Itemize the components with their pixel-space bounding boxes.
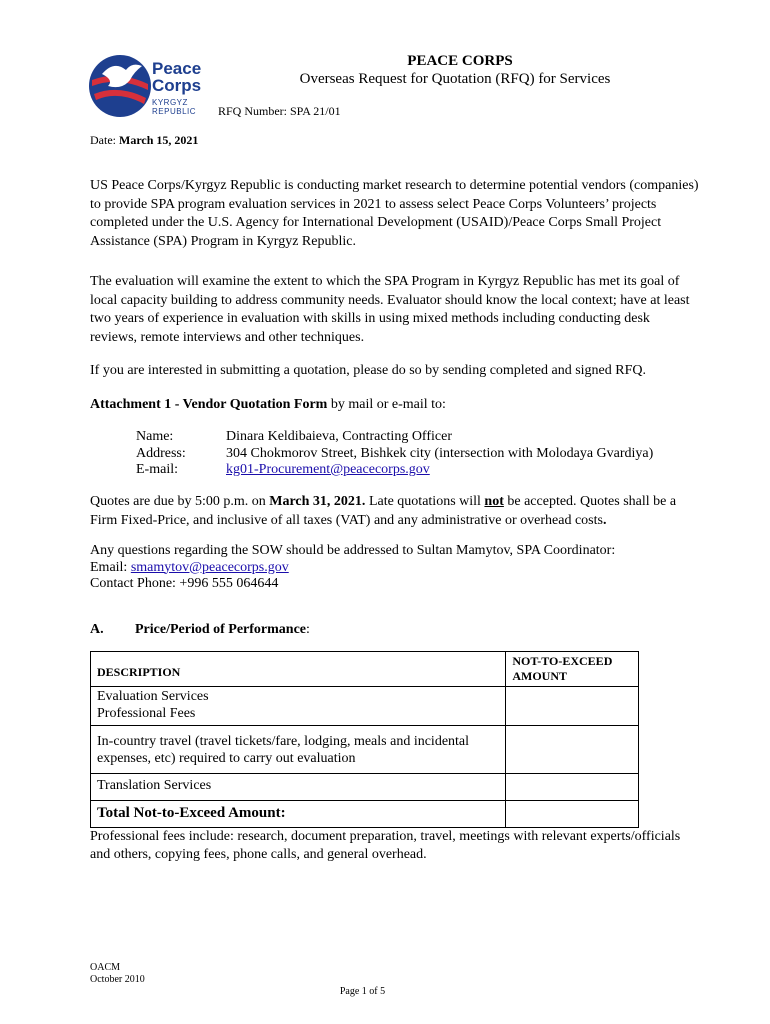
page-number: Page 1 of 5 — [339, 986, 386, 997]
price-table — [90, 651, 639, 828]
dove-flag-icon — [88, 50, 152, 122]
address-value: 304 Chokmorov Street, Bishkek city (intersection with Molodaya Gvardiya) — [226, 445, 654, 461]
intro-paragraph: US Peace Corps/Kyrgyz Republic is conducting market research to determine potential vendors (companies) to provide SPA program evaluation services in 2021 to assess select Peace Corps Volunteers’ projects completed under the U.S. Agency for International Development (USAID)/Peace Corps Small Project Assistance (SPA) Program in Kyrgyz Republic. — [90, 178, 699, 249]
total-row: Total Not-to-Exceed Amount: — [91, 801, 639, 828]
quotes-paragraph: Quotes are due by 5:00 p.m. on March 31, 2021. Late quotations will not be accepted. Quotes shall be a Firm Fixed-Price, and inclusive of all taxes (VAT) and any administrative or overhead costs. — [90, 494, 677, 528]
coordinator-email-link[interactable]: smamytov@peacecorps.gov — [130, 559, 289, 575]
total-amount-cell[interactable] — [506, 801, 639, 828]
document-title: PEACE CORPS — [407, 53, 513, 69]
logo-country: KYRGYZ REPUBLIC — [152, 98, 197, 116]
procurement-email-link[interactable]: kg01-Procurement@peacecorps.gov — [226, 462, 430, 477]
section-a-heading: A. Price/Period of Performance: — [90, 622, 310, 637]
description-header: DESCRIPTION — [91, 652, 506, 687]
amount-cell[interactable] — [506, 687, 639, 726]
table-row: Translation Services — [91, 774, 639, 801]
attachment-line: Attachment 1 - Vendor Quotation Form by mail or e-mail to: — [90, 397, 446, 412]
name-value: Dinara Keldibaieva, Contracting Officer — [226, 429, 452, 444]
amount-header: NOT-TO-EXCEED AMOUNT — [506, 652, 639, 687]
address-label: Address: — [136, 445, 186, 461]
email-label: E-mail: — [136, 462, 178, 477]
submission-paragraph: If you are interested in submitting a quotation, please do so by sending completed and signed RFQ. — [90, 363, 647, 378]
questions-paragraph: Any questions regarding the SOW should be addressed to Sultan Mamytov, SPA Coordinator: Email: smamytov@peacecorps.gov Contact Phone: +996 555 064644 — [90, 543, 700, 593]
contact-phone: Contact Phone: +996 555 064644 — [90, 576, 279, 591]
table-header-row — [91, 652, 639, 687]
logo-wordmark: Peace Corps — [152, 59, 202, 95]
rfq-number: RFQ Number: SPA 21/01 — [218, 104, 341, 118]
table-row: In-country travel (travel tickets/fare, lodging, meals and incidental expenses, etc) required to carry out evaluation — [91, 726, 639, 774]
amount-cell[interactable] — [506, 726, 639, 774]
form-footer: OACM October 2010 — [90, 962, 145, 985]
date-line: Date: March 15, 2021 — [90, 133, 199, 147]
table-row: Evaluation Services Professional Fees — [91, 687, 639, 726]
name-label: Name: — [136, 429, 174, 444]
peace-corps-logo — [88, 50, 218, 122]
amount-cell[interactable] — [506, 774, 639, 801]
fees-note: Professional fees include: research, document preparation, travel, meetings with relevant experts/officials and others, copying fees, phone calls, and general overhead. — [90, 829, 681, 862]
document-subtitle: Overseas Request for Quotation (RFQ) for Services — [299, 71, 611, 87]
evaluation-paragraph: The evaluation will examine the extent to which the SPA Program in Kyrgyz Republic has met its goal of local capacity building to address community needs. Evaluator should know the local context; have at least two years of experience in evaluation with skills in using mixed methods including conducting desk reviews, remote interviews and other techniques. — [90, 274, 690, 345]
